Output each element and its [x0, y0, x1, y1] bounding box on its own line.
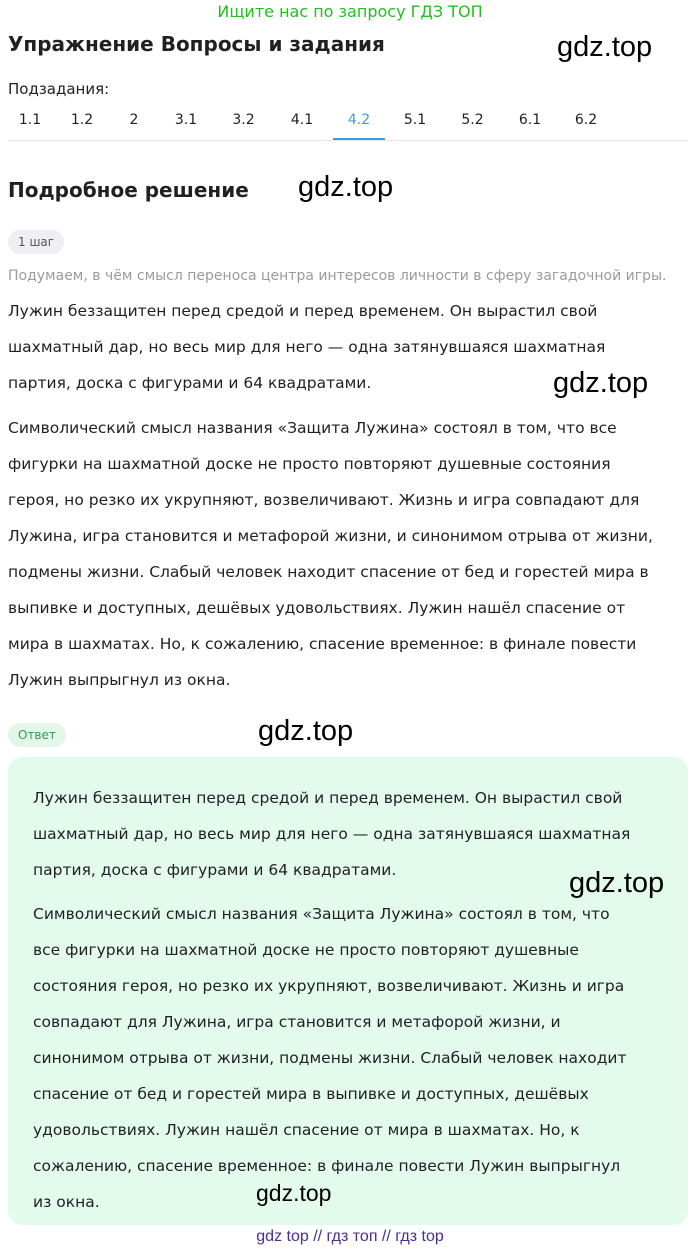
answer-paragraph-2	[33, 896, 673, 1220]
watermark: gdz.top	[569, 867, 665, 899]
text-line: Лужин беззащитен перед средой и перед временем. Он вырастил свой	[8, 302, 598, 320]
text-line: шахматный дар, но весь мир для него — одна затянувшаяся шахматная	[33, 825, 631, 843]
search-hint-banner: Ищите нас по запросу ГДЗ ТОП	[217, 2, 483, 21]
text-line: удовольствиях. Лужин нашёл спасение от мира в шахматах. Но, к	[33, 1121, 580, 1139]
text-line: Лужин выпрыгнул из окна.	[8, 671, 231, 689]
tab-subtask[interactable]: 6.1	[518, 112, 542, 128]
text-line: героя, но резко их укрупняют, возвеличивают. Жизнь и игра совпадают для	[8, 491, 640, 509]
tab-subtask[interactable]: 1.1	[18, 112, 42, 128]
subtask-tabs	[8, 100, 688, 141]
solution-paragraph-2	[8, 410, 688, 698]
tab-subtask[interactable]: 2	[129, 112, 139, 128]
tab-subtask[interactable]: 3.2	[232, 112, 255, 128]
step-badge: 1 шаг	[8, 230, 64, 254]
text-line: партия, доска с фигурами и 64 квадратами.	[33, 861, 397, 879]
text-line: Символический смысл названия «Защита Лужина» состоял в том, что	[33, 905, 610, 923]
solution-title: Подробное решение	[8, 178, 249, 202]
text-line: подмены жизни. Слабый человек находит спасение от бед и горестей мира в	[8, 563, 649, 581]
text-line: спасение от бед и горестей мира в выпивке и доступных, дешёвых	[33, 1085, 589, 1103]
text-line: Лужин беззащитен перед средой и перед временем. Он вырастил свой	[33, 789, 623, 807]
tab-subtask[interactable]: 5.2	[461, 112, 484, 128]
text-line: синонимом отрыва от жизни, подмены жизни. Слабый человек находит	[33, 1049, 627, 1067]
text-line: из окна.	[33, 1193, 100, 1211]
watermark: gdz.top	[298, 171, 394, 203]
text-line: состояния героя, но резко их укрупняют, возвеличивают. Жизнь и игра	[33, 977, 625, 995]
watermark: gdz.top	[256, 1180, 332, 1206]
text-line: сожалению, спасение временное: в финале повести Лужин выпрыгнул	[33, 1157, 621, 1175]
tab-subtask-active[interactable]: 4.2	[333, 100, 385, 140]
text-line: фигурки на шахматной доске не просто повторяют душевные состояния	[8, 455, 611, 473]
text-line: шахматный дар, но весь мир для него — одна затянувшаяся шахматная	[8, 338, 606, 356]
tab-subtask[interactable]: 4.1	[290, 112, 314, 128]
hint-text: Подумаем, в чём смысл переноса центра интересов личности в сферу загадочной игры.	[8, 268, 667, 284]
text-line: мира в шахматах. Но, к сожалению, спасение временное: в финале повести	[8, 635, 637, 653]
text-line: Лужина, игра становится и метафорой жизни, и синонимом отрыва от жизни,	[8, 527, 653, 545]
text-line: все фигурки на шахматной доске не просто повторяют душевные	[33, 941, 579, 959]
tab-subtask[interactable]: 1.2	[70, 112, 94, 128]
text-line: партия, доска с фигурами и 64 квадратами.	[8, 374, 372, 392]
text-line: совпадают для Лужина, игра становится и метафорой жизни, и	[33, 1013, 561, 1031]
text-line: выпивке и доступных, дешёвых удовольствиях. Лужин нашёл спасение от	[8, 599, 626, 617]
text-line: Символический смысл названия «Защита Лужина» состоял в том, что все	[8, 419, 617, 437]
watermark: gdz.top	[557, 31, 653, 63]
page-title: Упражнение Вопросы и задания	[8, 32, 385, 56]
tab-subtask[interactable]: 3.1	[174, 112, 198, 128]
watermark: gdz.top	[258, 715, 354, 747]
footer-links: gdz top // гдз топ // гдз top	[256, 1228, 444, 1245]
tab-subtask[interactable]: 5.1	[403, 112, 427, 128]
subtasks-label: Подзадания:	[8, 80, 110, 98]
watermark: gdz.top	[553, 367, 649, 399]
tab-subtask[interactable]: 6.2	[574, 112, 598, 128]
answer-badge: Ответ	[8, 723, 66, 747]
